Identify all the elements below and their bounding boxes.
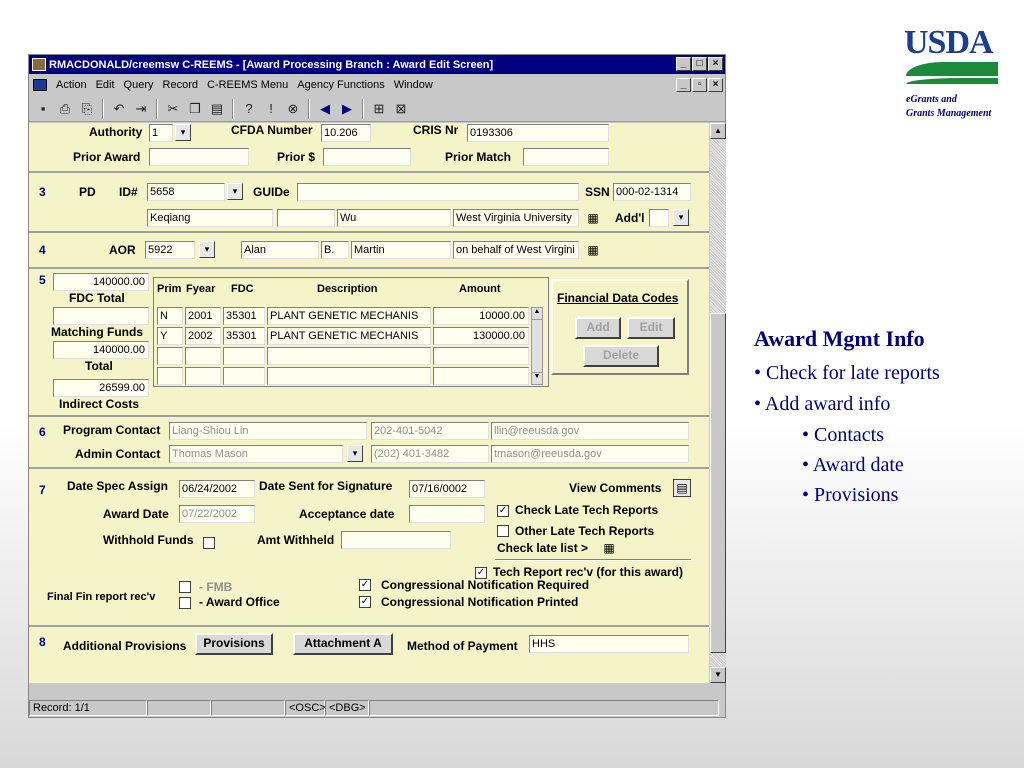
col-prim: Prim xyxy=(157,283,182,295)
aor-first-name-field[interactable]: Alan xyxy=(241,241,319,259)
pd-last-name-field[interactable]: Wu xyxy=(337,209,451,227)
section-aor xyxy=(29,233,709,269)
attachment-a-button[interactable]: Attachment A xyxy=(293,633,393,655)
note-bullet: • Add award info xyxy=(754,393,891,415)
cris-label: CRIS Nr xyxy=(413,123,459,137)
osc-status: <OSC> xyxy=(285,700,325,716)
print-icon[interactable]: ⎙ xyxy=(59,100,71,116)
authority-label: Authority xyxy=(89,125,143,139)
total-field[interactable]: 140000.00 xyxy=(53,341,149,359)
delete-record-icon[interactable]: ⊠ xyxy=(395,100,407,116)
total-label: Total xyxy=(85,359,113,373)
fdc-codes-panel xyxy=(551,279,689,375)
pd-list-icon[interactable]: ▦ xyxy=(587,211,599,225)
menu-bar xyxy=(29,75,725,95)
next-record-icon[interactable]: ▶ xyxy=(342,100,352,116)
view-comments-icon[interactable]: ▤ xyxy=(673,479,691,497)
egrants-line1: eGrants and xyxy=(906,94,957,105)
view-comments-label: View Comments xyxy=(569,481,662,495)
prior-award-field[interactable] xyxy=(149,148,249,166)
menu-action[interactable]: Action xyxy=(56,79,87,91)
cancel-query-icon[interactable]: ⊗ xyxy=(287,100,299,116)
close-button[interactable]: × xyxy=(708,57,723,71)
child-minimize-button[interactable]: _ xyxy=(676,78,691,92)
tech-report-label: Tech Report rec'v (for this award) xyxy=(493,565,684,579)
pd-first-name-field[interactable]: Keqiang xyxy=(147,209,273,227)
note-sub-bullet: • Provisions xyxy=(802,484,899,506)
check-late-checkbox[interactable]: ✓ xyxy=(498,505,508,516)
col-fyear: Fyear xyxy=(186,283,216,295)
status-cell-3 xyxy=(211,700,285,716)
cong-printed-label: Congressional Notification Printed xyxy=(381,595,579,609)
section-funds xyxy=(29,269,709,417)
paste-icon[interactable]: ▤ xyxy=(210,100,224,116)
prior-match-label: Prior Match xyxy=(445,150,512,164)
aor-list-icon[interactable]: ▦ xyxy=(587,243,599,257)
admin-contact-label: Admin Contact xyxy=(75,447,161,461)
insert-record-icon[interactable]: ⊞ xyxy=(373,100,385,116)
egrants-line2: Grants Management xyxy=(906,108,992,119)
admin-contact-lov-icon[interactable]: ▾ xyxy=(347,445,363,462)
egrants-caption xyxy=(906,93,991,121)
indirect-costs-label: Indirect Costs xyxy=(59,397,140,411)
maximize-button[interactable]: □ xyxy=(692,57,707,71)
fdc-codes-label: Financial Data Codes xyxy=(557,291,679,305)
final-fin-label: Final Fin report rec'v xyxy=(47,591,156,603)
slide-notes xyxy=(754,326,940,510)
child-restore-button[interactable]: ▫ xyxy=(692,78,707,92)
dbg-status: <DBG> xyxy=(325,700,369,716)
delete-fdc-button[interactable]: Delete xyxy=(583,345,659,367)
indirect-costs-field[interactable]: 26599.00 xyxy=(53,379,149,397)
usda-logo-text: USDA xyxy=(904,24,993,61)
row1-prim[interactable]: N xyxy=(157,307,183,325)
aor-middle-field[interactable]: B. xyxy=(321,241,349,259)
authority-lov-icon[interactable]: ▾ xyxy=(175,124,191,141)
program-contact-email[interactable]: llin@reeusda.gov xyxy=(491,422,689,440)
row4-fdc[interactable] xyxy=(223,367,265,385)
fdc-table-scrollbar[interactable] xyxy=(531,307,543,385)
addl-label: Add'l xyxy=(615,211,645,225)
row3-fyear[interactable] xyxy=(185,347,221,365)
guide-field[interactable] xyxy=(297,183,579,201)
usda-logo xyxy=(904,24,1000,92)
copy-icon[interactable]: ❐ xyxy=(189,100,201,116)
pd-institution-field[interactable]: West Virginia University xyxy=(453,209,579,227)
row2-fdc[interactable]: 35301 xyxy=(223,327,265,345)
prior-dollar-label: Prior $ xyxy=(277,150,316,164)
row1-description[interactable]: PLANT GENETIC MECHANIS xyxy=(267,307,431,325)
usda-swoosh-icon xyxy=(906,62,998,76)
amt-withheld-label: Amt Withheld xyxy=(257,533,335,547)
aor-last-name-field[interactable]: Martin xyxy=(351,241,451,259)
row3-prim[interactable] xyxy=(157,347,183,365)
section-authority xyxy=(29,123,709,173)
row1-amount[interactable]: 10000.00 xyxy=(433,307,529,325)
program-contact-name[interactable]: Liang-Shiou Lin xyxy=(169,422,367,440)
divider xyxy=(495,559,691,561)
document-icon xyxy=(33,79,47,91)
add-fdc-button[interactable]: Add xyxy=(575,317,621,339)
section-dates xyxy=(29,469,709,627)
usda-swoosh-lower-icon xyxy=(906,78,998,84)
menu-query[interactable]: Query xyxy=(123,79,154,91)
row4-prim[interactable] xyxy=(157,367,183,385)
section-5-number: 5 xyxy=(39,273,46,287)
ssn-field[interactable]: 000-02-1314 xyxy=(613,183,691,201)
aor-id-field[interactable]: 5922 xyxy=(145,241,195,259)
note-bullet: • Check for late reports xyxy=(754,362,940,384)
date-sent-label: Date Sent for Signature xyxy=(259,479,393,493)
fmb-checkbox[interactable] xyxy=(179,581,191,593)
row3-fdc[interactable] xyxy=(223,347,265,365)
cfda-label: CFDA Number xyxy=(231,123,313,137)
addl-lov-icon[interactable]: ▾ xyxy=(673,209,689,226)
save-icon[interactable]: ▪ xyxy=(40,101,46,116)
pd-lov-icon[interactable]: ▾ xyxy=(227,183,243,200)
check-late-list-icon[interactable]: ▦ xyxy=(603,541,615,555)
pd-label: PD xyxy=(79,185,96,199)
matching-funds-label: Matching Funds xyxy=(51,325,143,339)
award-date-field[interactable]: 07/22/2002 xyxy=(179,505,255,523)
title-bar xyxy=(29,55,725,74)
prior-award-label: Prior Award xyxy=(73,150,141,164)
fmb-label: - FMB xyxy=(199,580,233,594)
section-6-number: 6 xyxy=(39,425,46,439)
back-icon[interactable]: ↶ xyxy=(113,100,125,116)
application-window xyxy=(28,54,726,718)
row2-prim[interactable]: Y xyxy=(157,327,183,345)
print-setup-icon[interactable]: ⎘ xyxy=(81,100,93,116)
window-title: RMACDONALD/creemsw C-REEMS - [Award Processing Branch : Award Edit Screen] xyxy=(49,58,494,71)
row4-fyear[interactable] xyxy=(185,367,221,385)
withhold-funds-checkbox[interactable] xyxy=(203,537,215,549)
cong-required-label: Congressional Notification Required xyxy=(381,578,590,592)
fdc-scroll-up-icon[interactable]: ▲ xyxy=(532,308,542,320)
admin-contact-name[interactable]: Thomas Mason xyxy=(169,445,343,463)
row4-description[interactable] xyxy=(267,367,431,385)
method-of-payment-field[interactable]: HHS xyxy=(529,635,689,653)
record-status: Record: 1/1 xyxy=(29,700,147,716)
award-office-label: - Award Office xyxy=(199,595,280,609)
check-late-label: Check Late Tech Reports xyxy=(515,503,659,517)
scroll-up-icon[interactable]: ▲ xyxy=(710,123,726,139)
fdc-total-field[interactable]: 140000.00 xyxy=(53,273,149,291)
toolbar xyxy=(29,96,725,122)
menu-window[interactable]: Window xyxy=(393,79,433,91)
pd-middle-name-field[interactable] xyxy=(277,209,335,227)
amt-withheld-field[interactable] xyxy=(341,531,451,549)
row2-description[interactable]: PLANT GENETIC MECHANIS xyxy=(267,327,431,345)
aor-label: AOR xyxy=(109,243,136,257)
status-cell-2 xyxy=(147,700,211,716)
acceptance-date-label: Acceptance date xyxy=(299,507,395,521)
edit-fdc-button[interactable]: Edit xyxy=(627,317,675,339)
row3-amount[interactable] xyxy=(433,347,529,365)
cong-required-checkbox[interactable]: ✓ xyxy=(360,579,370,590)
row4-amount[interactable] xyxy=(433,367,529,385)
cong-printed-checkbox[interactable]: ✓ xyxy=(360,596,370,607)
row1-fdc[interactable]: 35301 xyxy=(223,307,265,325)
check-late-list-label: Check late list > xyxy=(497,541,589,555)
prior-match-field[interactable] xyxy=(523,148,609,166)
aor-behalf-field[interactable]: on behalf of West Virgini xyxy=(453,241,579,259)
pd-id-field[interactable]: 5658 xyxy=(147,183,225,201)
child-close-button[interactable]: × xyxy=(708,78,723,92)
matching-funds-field[interactable] xyxy=(53,307,149,325)
scroll-thumb[interactable] xyxy=(710,313,726,653)
notes-title: Award Mgmt Info xyxy=(754,326,925,351)
addl-field[interactable] xyxy=(649,209,669,227)
prior-dollar-field[interactable] xyxy=(323,148,411,166)
id-label: ID# xyxy=(119,185,138,199)
date-spec-assign-field[interactable]: 06/24/2002 xyxy=(179,480,255,498)
minimize-button[interactable]: _ xyxy=(676,57,691,71)
menu-creems[interactable]: C-REEMS Menu xyxy=(206,79,289,91)
execute-query-icon[interactable]: ! xyxy=(269,101,273,116)
method-of-payment-label: Method of Payment xyxy=(407,639,518,653)
date-sent-field[interactable]: 07/16/0002 xyxy=(409,480,485,498)
col-fdc: FDC xyxy=(231,283,254,295)
fdc-scroll-down-icon[interactable]: ▼ xyxy=(532,372,542,384)
other-late-label: Other Late Tech Reports xyxy=(515,524,655,538)
scroll-down-icon[interactable]: ▼ xyxy=(710,667,726,683)
section-pd xyxy=(29,173,709,233)
previous-record-icon[interactable]: ◀ xyxy=(320,100,330,116)
program-contact-label: Program Contact xyxy=(63,423,161,437)
row2-amount[interactable]: 130000.00 xyxy=(433,327,529,345)
withhold-funds-label: Withhold Funds xyxy=(103,533,194,547)
col-description: Description xyxy=(317,283,378,295)
cris-field[interactable]: 0193306 xyxy=(467,124,609,142)
note-sub-bullet: • Award date xyxy=(802,454,904,476)
row1-fyear[interactable]: 2001 xyxy=(185,307,221,325)
provisions-button[interactable]: Provisions xyxy=(195,633,273,655)
menu-agency-functions[interactable]: Agency Functions xyxy=(297,79,385,91)
aor-lov-icon[interactable]: ▾ xyxy=(199,241,215,258)
menu-record[interactable]: Record xyxy=(162,79,198,91)
query-icon[interactable]: ? xyxy=(245,101,253,116)
row2-fyear[interactable]: 2002 xyxy=(185,327,221,345)
col-amount: Amount xyxy=(459,283,501,295)
form-scrollbar[interactable] xyxy=(710,123,726,683)
authority-field[interactable]: 1 xyxy=(149,124,173,142)
section-4-number: 4 xyxy=(39,243,46,257)
row3-description[interactable] xyxy=(267,347,431,365)
award-date-label: Award Date xyxy=(103,507,169,521)
section-8-number: 8 xyxy=(39,635,46,649)
cfda-field[interactable]: 10.206 xyxy=(321,124,371,142)
section-7-number: 7 xyxy=(39,483,46,497)
section-provisions xyxy=(29,627,709,667)
section-3-number: 3 xyxy=(39,185,46,199)
award-edit-form xyxy=(29,123,709,683)
other-late-checkbox[interactable] xyxy=(497,525,509,537)
fdc-total-label: FDC Total xyxy=(69,291,125,305)
exit-icon[interactable]: ⇥ xyxy=(135,100,147,116)
status-cell-6 xyxy=(369,700,719,716)
cut-icon[interactable]: ✂ xyxy=(167,100,179,116)
guide-label: GUIDe xyxy=(253,185,290,199)
app-icon xyxy=(32,58,46,71)
additional-provisions-label: Additional Provisions xyxy=(63,639,187,653)
section-contacts xyxy=(29,417,709,469)
acceptance-date-field[interactable] xyxy=(409,505,485,523)
status-bar xyxy=(29,699,725,717)
tech-report-checkbox[interactable]: ✓ xyxy=(476,567,486,578)
admin-contact-email[interactable]: tmason@reeusda.gov xyxy=(491,445,689,463)
note-sub-bullet: • Contacts xyxy=(802,424,884,446)
menu-edit[interactable]: Edit xyxy=(95,79,115,91)
admin-contact-phone[interactable]: (202) 401-3482 xyxy=(371,445,489,463)
award-office-checkbox[interactable] xyxy=(179,597,191,609)
date-spec-assign-label: Date Spec Assign xyxy=(67,479,168,493)
ssn-label: SSN xyxy=(585,185,610,199)
program-contact-phone[interactable]: 202-401-5042 xyxy=(371,422,489,440)
